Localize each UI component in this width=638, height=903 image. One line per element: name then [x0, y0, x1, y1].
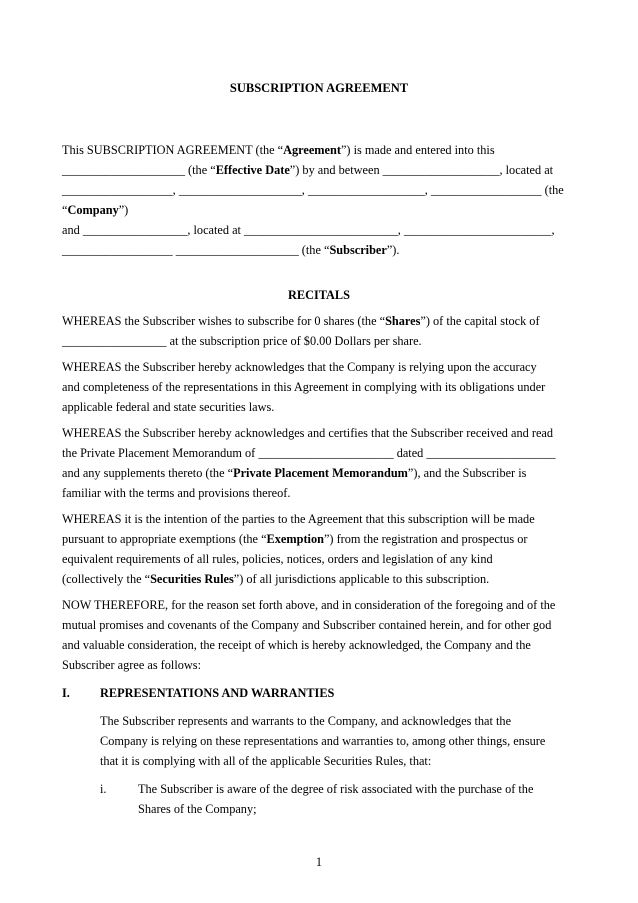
- intro-line-6: __________________ ____________________ (the “Subscriber”).: [62, 243, 400, 257]
- recital-3-line-1: WHEREAS the Subscriber hereby acknowledges and certifies that the Subscriber received and read: [62, 426, 554, 440]
- intro-line-3: __________________, ____________________, ___________________, __________________ (the: [62, 183, 564, 197]
- recital-4-line-2: pursuant to appropriate exemptions (the “Exemption”) from the registration and prospectus or: [62, 532, 528, 546]
- section-1-number: I.: [62, 686, 70, 700]
- section-1-para-line-1: The Subscriber represents and warrants to the Company, and acknowledges that the: [100, 714, 512, 728]
- now-therefore-line-1: NOW THEREFORE, for the reason set forth above, and in consideration of the foregoing and of the: [62, 598, 556, 612]
- recital-3-line-3: and any supplements thereto (the “Private Placement Memorandum”), and the Subscriber is: [62, 466, 527, 480]
- recital-2-line-3: applicable federal and state securities laws.: [62, 400, 275, 414]
- recital-4-line-4: (collectively the “Securities Rules”) of all jurisdictions applicable to this subscription.: [62, 572, 490, 586]
- now-therefore-line-2: mutual promises and covenants of the Company and Subscriber contained herein, and for other god: [62, 618, 552, 632]
- section-1-heading: REPRESENTATIONS AND WARRANTIES: [100, 686, 335, 700]
- recital-4-line-1: WHEREAS it is the intention of the parties to the Agreement that this subscription will be made: [62, 512, 535, 526]
- recital-2-line-1: WHEREAS the Subscriber hereby acknowledges that the Company is relying upon the accuracy: [62, 360, 537, 374]
- intro-line-5: and _________________, located at _________________________, ________________________,: [62, 223, 555, 237]
- item-i-line-2: Shares of the Company;: [138, 802, 257, 816]
- item-i-number: i.: [100, 782, 107, 796]
- recital-3-line-4: familiar with the terms and provisions thereof.: [62, 486, 291, 500]
- recitals-heading: RECITALS: [288, 288, 350, 302]
- section-1-para-line-2: Company is relying on these representations and warranties to, among other things, ensure: [100, 734, 546, 748]
- recital-1-line-2: _________________ at the subscription price of $0.00 Dollars per share.: [62, 334, 422, 348]
- recital-1-line-1: WHEREAS the Subscriber wishes to subscribe for 0 shares (the “Shares”) of the capital stock of: [62, 314, 540, 328]
- intro-line-1: This SUBSCRIPTION AGREEMENT (the “Agreement”) is made and entered into this: [62, 143, 495, 157]
- recital-2-line-2: and completeness of the representations in this Agreement in complying with its obligations under: [62, 380, 546, 394]
- now-therefore-line-3: and valuable consideration, the receipt of which is hereby acknowledged, the Company and the: [62, 638, 531, 652]
- recital-4-line-3: equivalent requirements of all rules, policies, notices, orders and legislation of any kind: [62, 552, 493, 566]
- intro-line-2: ____________________ (the “Effective Date”) by and between ___________________, located at: [62, 163, 554, 177]
- item-i-line-1: The Subscriber is aware of the degree of risk associated with the purchase of the: [138, 782, 534, 796]
- page-number: 1: [315, 855, 323, 869]
- intro-line-4: “Company”): [62, 203, 129, 217]
- section-1-para-line-3: that it is complying with all of the applicable Securities Rules, that:: [100, 754, 432, 768]
- recital-3-line-2: the Private Placement Memorandum of ______________________ dated _____________________: [62, 446, 556, 460]
- now-therefore-line-4: Subscriber agree as follows:: [62, 658, 201, 672]
- page-title: SUBSCRIPTION AGREEMENT: [229, 81, 409, 95]
